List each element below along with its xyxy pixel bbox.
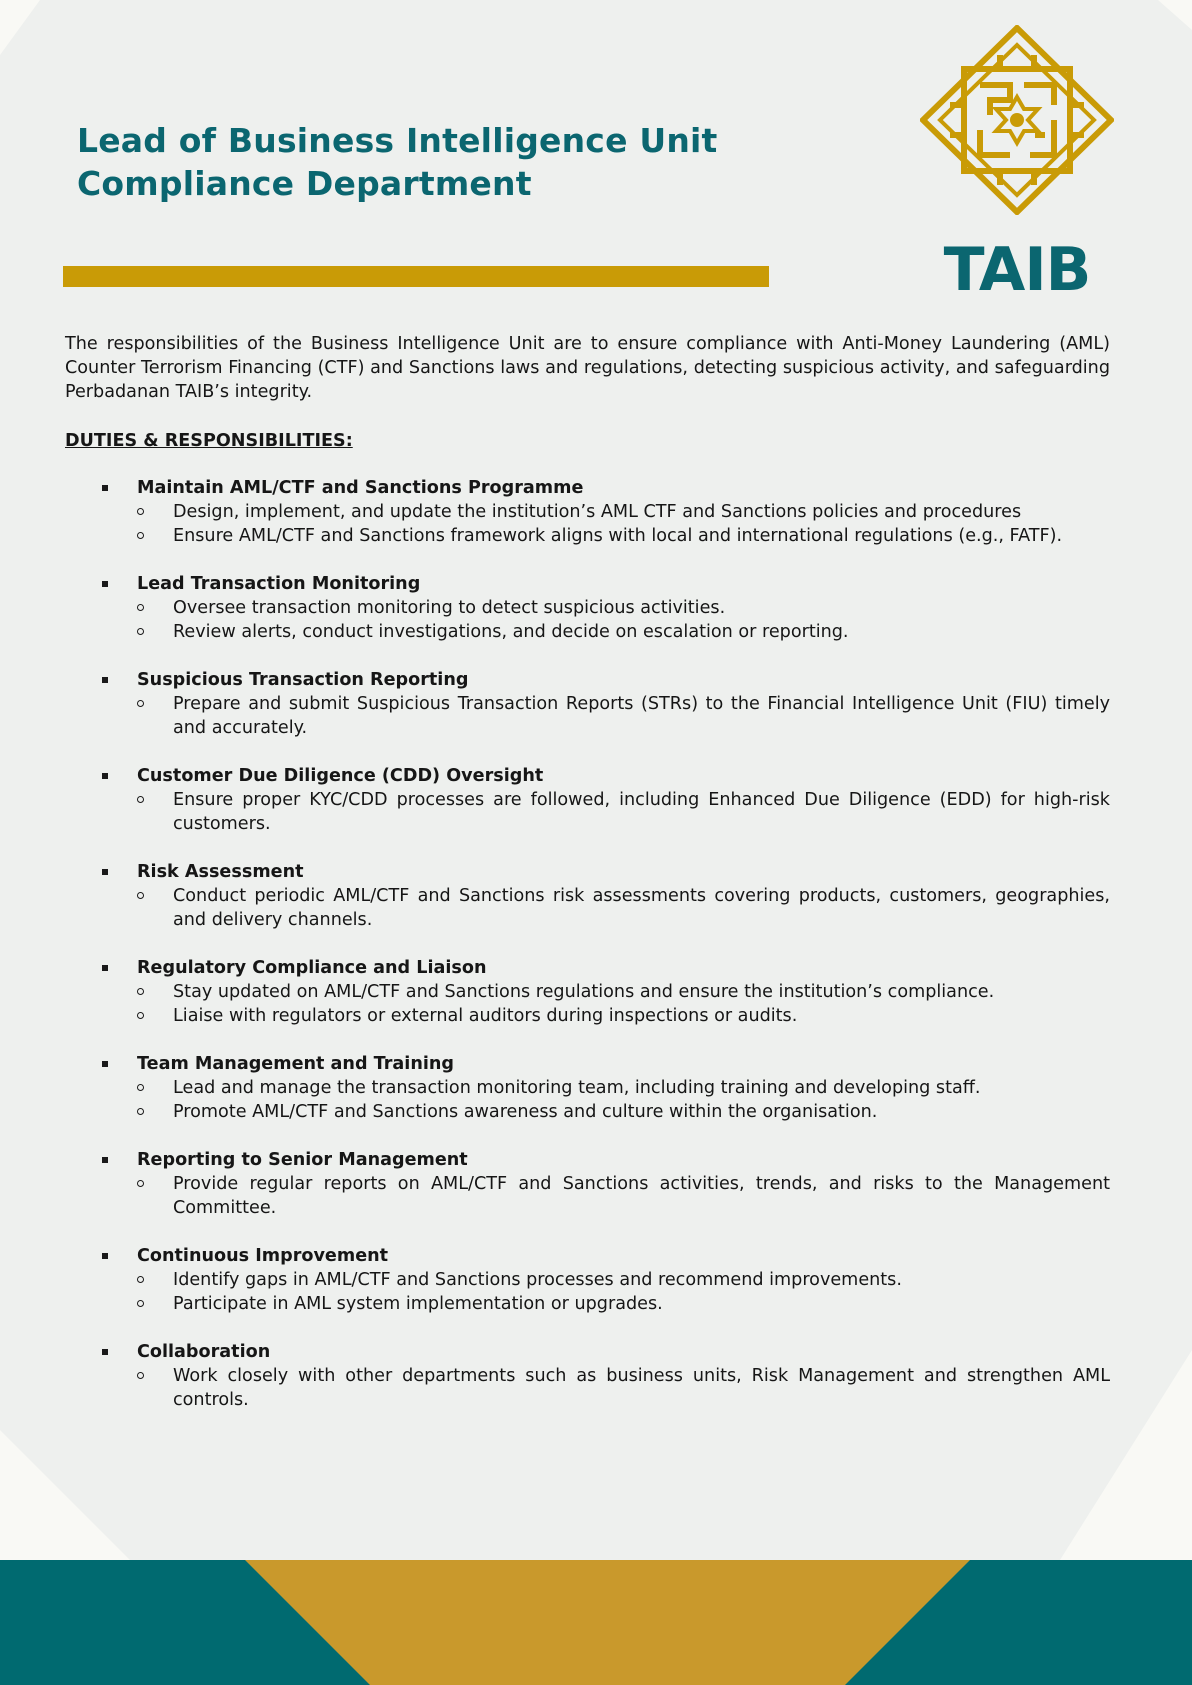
circle-bullet-icon — [137, 1180, 144, 1187]
duty-title: Customer Due Diligence (CDD) Oversight — [137, 766, 544, 786]
circle-bullet-icon — [137, 532, 144, 539]
circle-bullet-icon — [137, 700, 144, 707]
duty-item — [0, 956, 1192, 1028]
circle-bullet-icon — [137, 508, 144, 515]
duty-subitem-text: Identify gaps in AML/CTF and Sanctions processes and recommend improvements. — [173, 1270, 902, 1290]
circle-bullet-icon — [137, 892, 144, 899]
duties-list — [0, 476, 1192, 1436]
duty-subitem — [0, 1172, 1192, 1220]
duty-subitem — [0, 980, 1192, 1004]
square-bullet-icon — [102, 956, 108, 980]
circle-bullet-icon — [137, 1300, 144, 1307]
duty-subitem — [0, 1292, 1192, 1316]
circle-bullet-icon — [137, 1276, 144, 1283]
taib-logo — [920, 25, 1114, 305]
duty-subitem — [0, 596, 1192, 620]
duty-subitem — [0, 1076, 1192, 1100]
square-bullet-icon — [102, 1340, 108, 1364]
page-title — [77, 119, 777, 205]
circle-bullet-icon — [137, 1012, 144, 1019]
logo-wordmark: TAIB — [943, 235, 1091, 305]
square-bullet-icon — [102, 572, 108, 596]
duty-subitems — [0, 1364, 1192, 1412]
title-line-role: Lead of Business Intelligence Unit — [77, 121, 718, 160]
duty-subitem — [0, 1004, 1192, 1028]
duty-title: Maintain AML/CTF and Sanctions Programme — [137, 478, 584, 498]
square-bullet-icon — [102, 1148, 108, 1172]
duty-subitem — [0, 788, 1192, 836]
duties-heading: DUTIES & RESPONSIBILITIES: — [65, 431, 353, 451]
circle-bullet-icon — [137, 796, 144, 803]
square-bullet-icon — [102, 860, 108, 884]
duty-subitem-text: Ensure proper KYC/CDD processes are followed, including Enhanced Due Diligence (EDD) for high-risk customers. — [173, 790, 1110, 834]
duty-subitems — [0, 1076, 1192, 1124]
circle-bullet-icon — [137, 1108, 144, 1115]
duty-subitem — [0, 500, 1192, 524]
circle-bullet-icon — [137, 1084, 144, 1091]
duty-item — [0, 572, 1192, 644]
duty-subitem-text: Review alerts, conduct investigations, and decide on escalation or reporting. — [173, 622, 849, 642]
square-bullet-icon — [102, 1052, 108, 1076]
duty-subitem-text: Promote AML/CTF and Sanctions awareness and culture within the organisation. — [173, 1102, 878, 1122]
kufic-calligraphy-emblem-icon — [920, 25, 1114, 215]
duty-item — [0, 764, 1192, 836]
duty-subitem-text: Lead and manage the transaction monitoring team, including training and developing staff. — [173, 1078, 981, 1098]
duty-subitem-text: Prepare and submit Suspicious Transaction Reports (STRs) to the Financial Intelligence Unit (FIU) timely and accurately. — [173, 694, 1110, 738]
duty-subitem-text: Oversee transaction monitoring to detect suspicious activities. — [173, 598, 726, 618]
duty-subitem-text: Design, implement, and update the institution’s AML CTF and Sanctions policies and procedures — [173, 502, 1022, 522]
duty-subitems — [0, 884, 1192, 932]
duty-subitem — [0, 524, 1192, 548]
duty-item — [0, 1244, 1192, 1316]
duty-subitems — [0, 596, 1192, 644]
duty-subitems — [0, 500, 1192, 548]
duty-subitem — [0, 1364, 1192, 1412]
duty-subitems — [0, 692, 1192, 740]
title-accent-bar — [63, 266, 769, 287]
duty-subitem — [0, 884, 1192, 932]
duty-title: Lead Transaction Monitoring — [137, 574, 421, 594]
duty-subitems — [0, 980, 1192, 1028]
duty-subitem — [0, 1100, 1192, 1124]
duty-subitem — [0, 1268, 1192, 1292]
intro-paragraph: The responsibilities of the Business Intelligence Unit are to ensure compliance with Anti-Money Laundering (AML) Counter Terrorism Financing (CTF) and Sanctions laws and regulations, detecting suspicious activity, and safeguarding Perbadanan TAIB’s integrity. — [65, 334, 1110, 402]
duty-item — [0, 1052, 1192, 1124]
duty-subitem-text: Stay updated on AML/CTF and Sanctions regulations and ensure the institution’s compliance. — [173, 982, 995, 1002]
duty-title: Collaboration — [137, 1342, 271, 1362]
square-bullet-icon — [102, 668, 108, 692]
duty-title: Team Management and Training — [137, 1054, 454, 1074]
duty-subitem-text: Conduct periodic AML/CTF and Sanctions risk assessments covering products, customers, geographies, and delivery channels. — [173, 886, 1110, 930]
duty-subitem-text: Provide regular reports on AML/CTF and Sanctions activities, trends, and risks to the Management Committee. — [173, 1174, 1110, 1218]
duty-item — [0, 476, 1192, 548]
circle-bullet-icon — [137, 1372, 144, 1379]
circle-bullet-icon — [137, 628, 144, 635]
square-bullet-icon — [102, 1244, 108, 1268]
duty-title: Continuous Improvement — [137, 1246, 389, 1266]
duty-title: Regulatory Compliance and Liaison — [137, 958, 487, 978]
duty-subitem — [0, 692, 1192, 740]
duty-subitem — [0, 620, 1192, 644]
title-line-department: Compliance Department — [77, 164, 532, 203]
square-bullet-icon — [102, 476, 108, 500]
duty-title: Risk Assessment — [137, 862, 304, 882]
duty-item — [0, 1148, 1192, 1220]
duty-subitems — [0, 1268, 1192, 1316]
duty-item — [0, 860, 1192, 932]
duty-subitems — [0, 788, 1192, 836]
circle-bullet-icon — [137, 988, 144, 995]
duty-subitem-text: Participate in AML system implementation or upgrades. — [173, 1294, 663, 1314]
duty-subitem-text: Liaise with regulators or external auditors during inspections or audits. — [173, 1006, 798, 1026]
circle-bullet-icon — [137, 604, 144, 611]
duty-title: Suspicious Transaction Reporting — [137, 670, 469, 690]
duty-title: Reporting to Senior Management — [137, 1150, 468, 1170]
duty-subitem-text: Work closely with other departments such as business units, Risk Management and strengthen AML controls. — [173, 1366, 1110, 1410]
duty-item — [0, 1340, 1192, 1412]
footer-band — [0, 1560, 1192, 1685]
duty-subitem-text: Ensure AML/CTF and Sanctions framework aligns with local and international regulations (e.g., FATF). — [173, 526, 1063, 546]
square-bullet-icon — [102, 764, 108, 788]
duty-item — [0, 668, 1192, 740]
duty-subitems — [0, 1172, 1192, 1220]
